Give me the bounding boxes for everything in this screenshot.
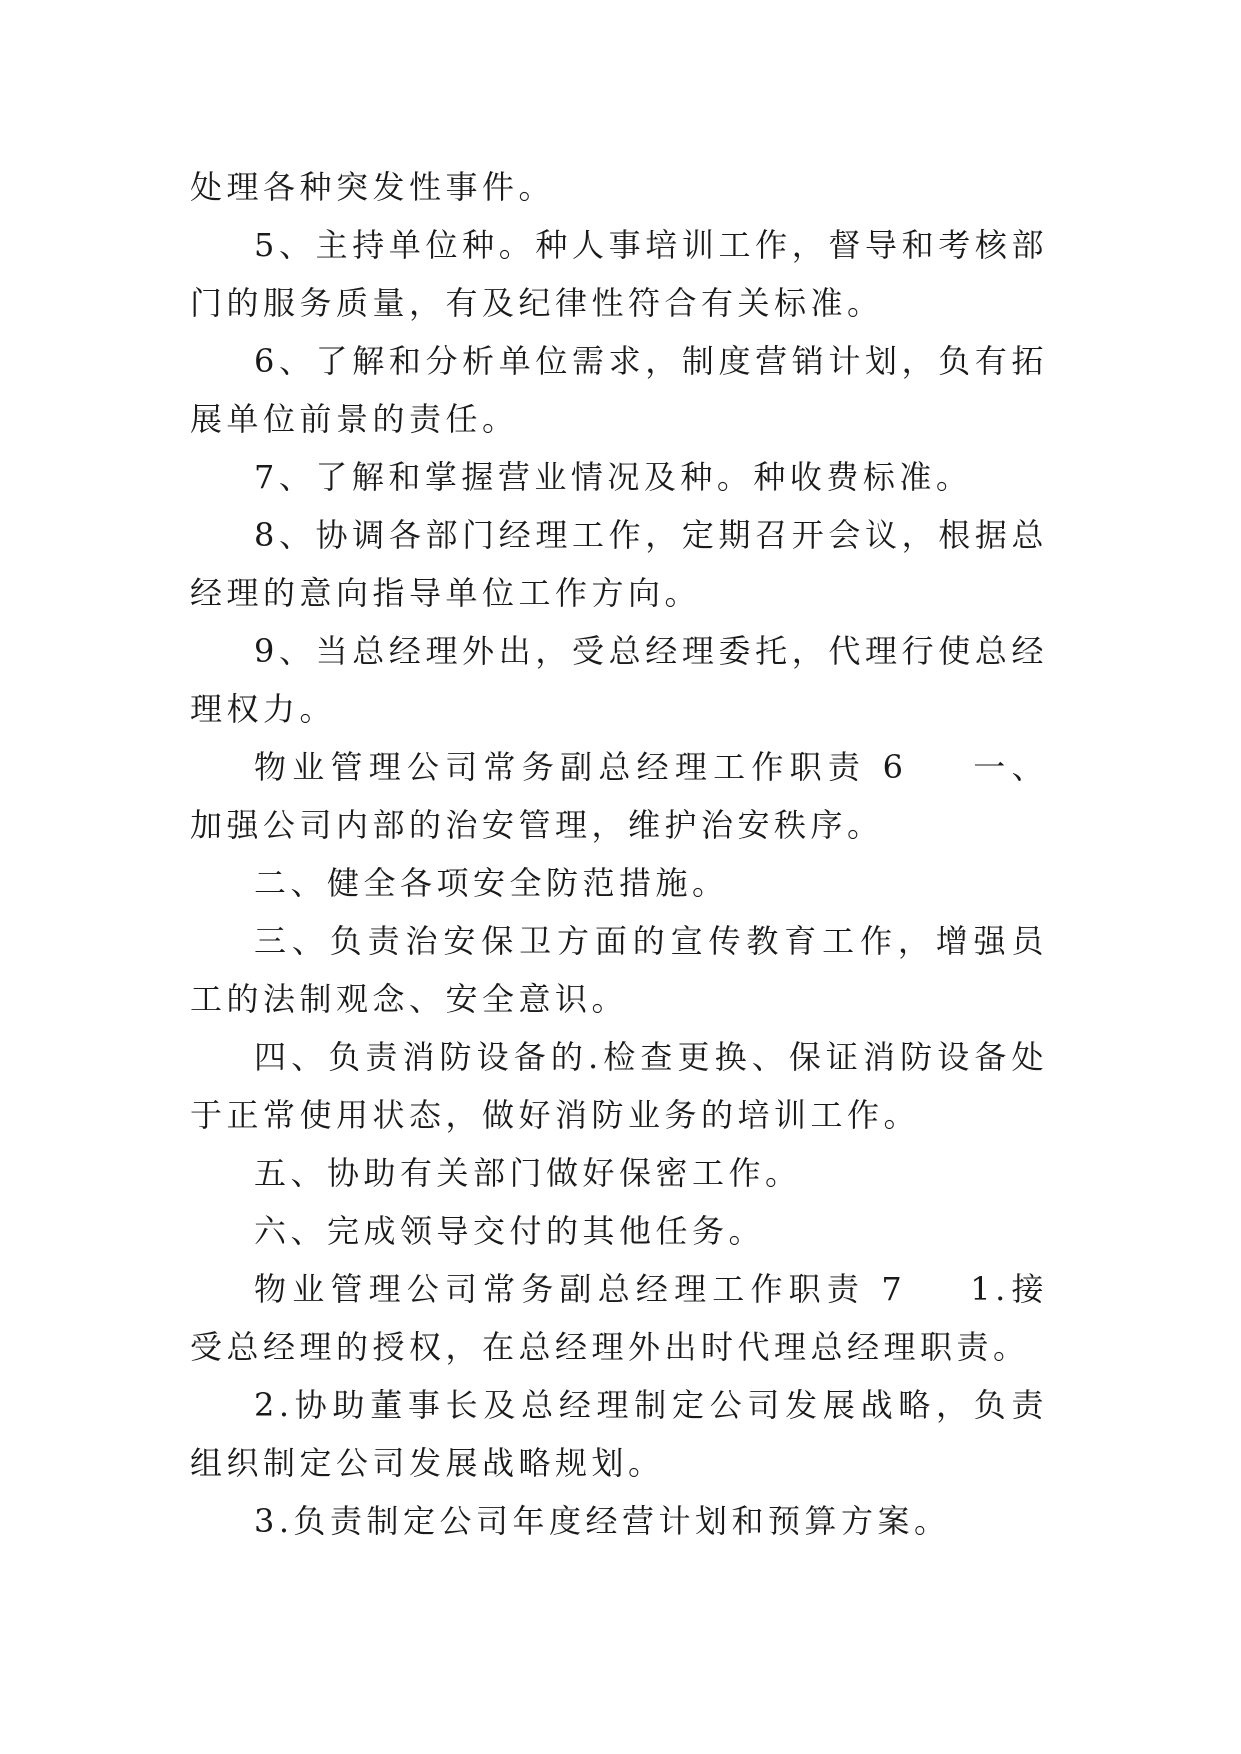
paragraph: 9、当总经理外出，受总经理委托，代理行使总经理权力。	[190, 632, 1048, 728]
paragraph: 六、完成领导交付的其他任务。	[254, 1212, 766, 1250]
section-first-item: 一、加强公司内部的治安管理，维护治安秩序。	[190, 748, 1048, 844]
paragraph: 五、协助有关部门做好保密工作。	[254, 1154, 802, 1192]
section-paragraph	[190, 738, 1048, 854]
paragraph: 二、健全各项安全防范措施。	[254, 864, 729, 902]
paragraph: 四、负责消防设备的.检查更换、保证消防设备处于正常使用状态，做好消防业务的培训工作。	[190, 1038, 1048, 1134]
paragraph: 7、了解和掌握营业情况及种。种收费标准。	[254, 458, 973, 496]
paragraph: 6、了解和分析单位需求，制度营销计划，负有拓展单位前景的责任。	[190, 342, 1048, 438]
section-heading: 物业管理公司常务副总经理工作职责 6	[254, 748, 908, 786]
section-paragraph	[190, 1260, 1048, 1376]
paragraph: 处理各种突发性事件。	[190, 168, 556, 206]
paragraph: 8、协调各部门经理工作，定期召开会议，根据总经理的意向指导单位工作方向。	[190, 516, 1048, 612]
section-heading: 物业管理公司常务副总经理工作职责 7	[254, 1270, 907, 1308]
paragraph: 三、负责治安保卫方面的宣传教育工作，增强员工的法制观念、安全意识。	[190, 922, 1048, 1018]
paragraph: 3.负责制定公司年度经营计划和预算方案。	[254, 1502, 951, 1540]
paragraph: 2.协助董事长及总经理制定公司发展战略，负责组织制定公司发展战略规划。	[190, 1386, 1048, 1482]
document-body	[190, 158, 1048, 1550]
paragraph: 5、主持单位种。种人事培训工作，督导和考核部门的服务质量，有及纪律性符合有关标准。	[190, 226, 1048, 322]
section-first-item: 1.接受总经理的授权，在总经理外出时代理总经理职责。	[190, 1270, 1048, 1366]
